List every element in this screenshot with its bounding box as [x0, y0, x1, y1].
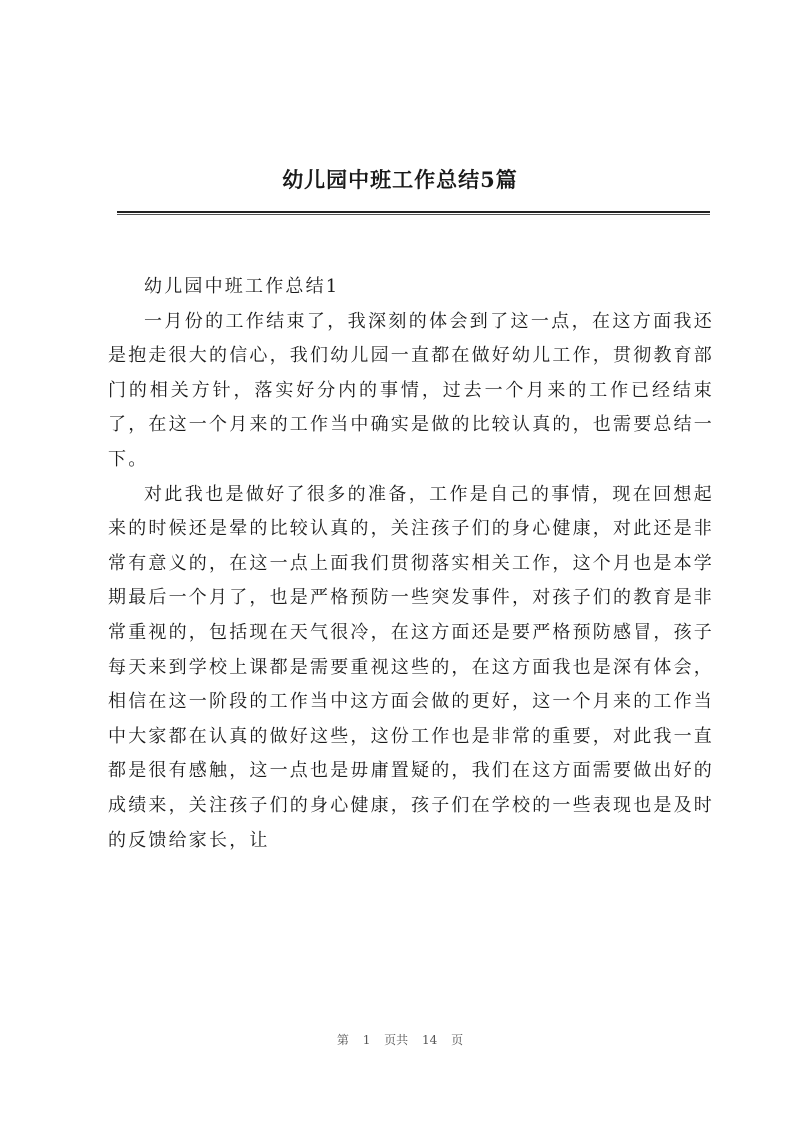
document-title: 幼儿园中班工作总结5篇 [282, 167, 518, 192]
body-paragraph: 对此我也是做好了很多的准备，工作是自己的事情，现在回想起来的时候还是晕的比较认真的，关注孩子们的身心健康，对此还是非常有意义的，在这一点上面我们贯彻落实相关工作，这个月也是本学期最后一个月了，也是严格预防一些突发事件，对孩子们的教育是非常重视的，包括现在天气很冷，在这方面还是要严格预防感冒，孩子每天来到学校上课都是需要重视这些的，在这方面我也是深有体会，相信在这一阶段的工作当中这方面会做的更好，这一个月来的工作当中大家都在认真的做好这些，这份工作也是非常的重要，对此我一直都是很有感触，这一点也是毋庸置疑的，我们在这方面需要做出好的成绩来，关注孩子们的身心健康，孩子们在学校的一些表现也是及时的反馈给家长，让 [108, 483, 714, 851]
body-paragraph: 一月份的工作结束了，我深刻的体会到了这一点，在这方面我还是抱走很大的信心，我们幼儿园一直都在做好幼儿工作，贯彻教育部门的相关方针，落实好分内的事情，过去一个月来的工作已经结束了，在这一个月来的工作当中确实是做的比较认真的，也需要总结一下。 [108, 310, 714, 470]
section-heading: 幼儿园中班工作总结1 [144, 276, 340, 297]
document-body [108, 270, 714, 858]
page-number-footer: 第 1 页共 14 页 [336, 1033, 464, 1047]
title-divider [117, 211, 710, 215]
